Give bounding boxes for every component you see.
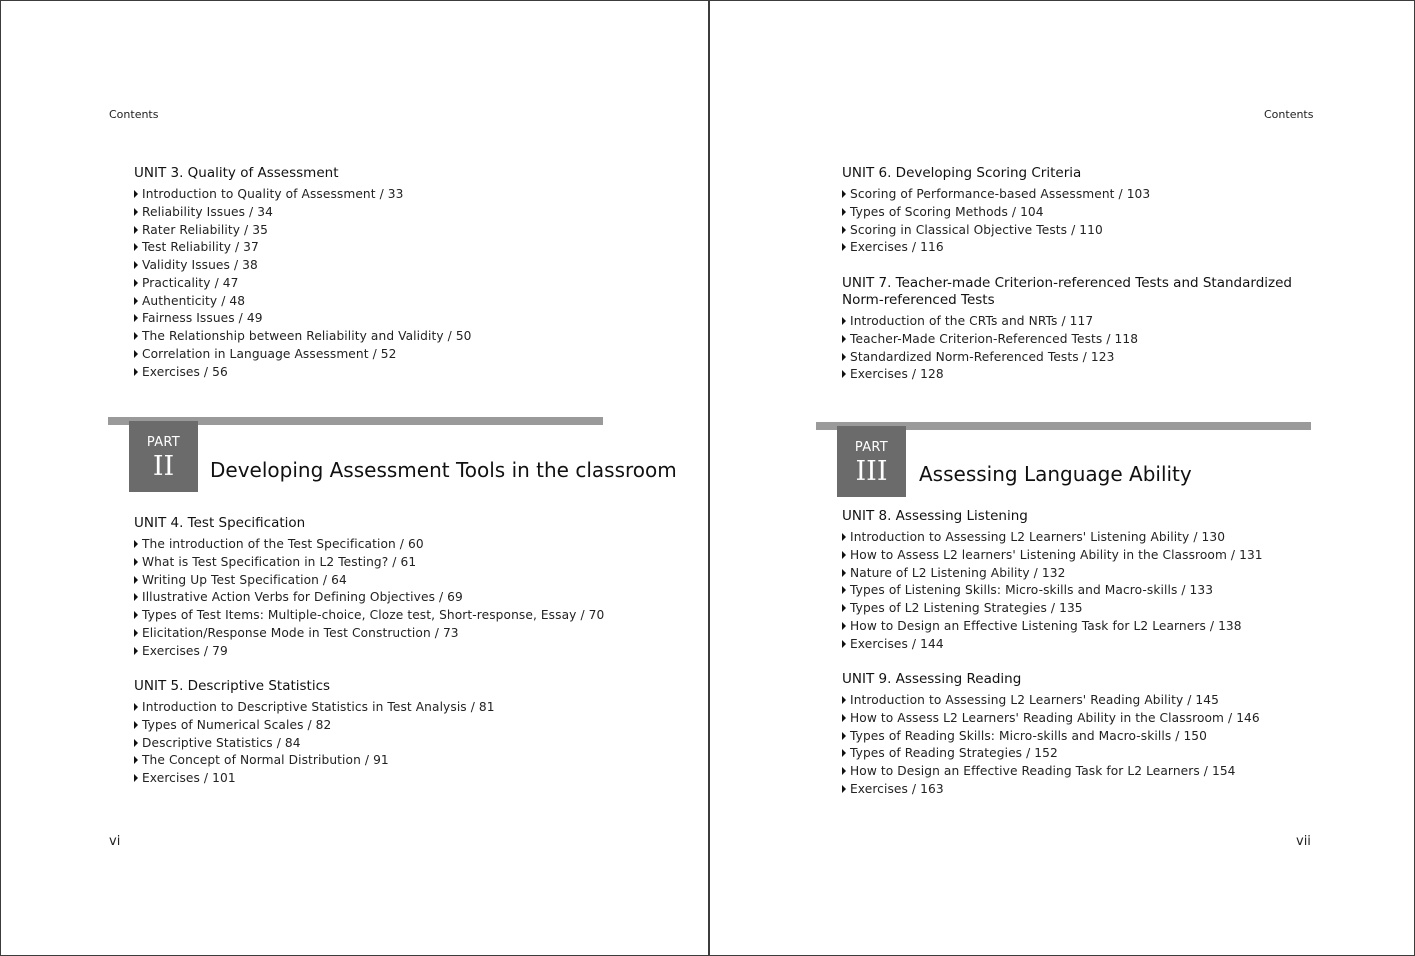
toc-entry-text: Introduction to Descriptive Statistics in Test Analysis / 81 xyxy=(142,700,495,714)
toc-entry xyxy=(842,745,1260,763)
toc-entry-text: Elicitation/Response Mode in Test Construction / 73 xyxy=(142,625,459,640)
toc-entry-text: How to Assess L2 Learners' Reading Ability in the Classroom / 146 xyxy=(850,710,1260,725)
triangle-bullet-icon xyxy=(134,576,138,584)
toc-entry-text: Teacher-Made Criterion-Referenced Tests / 118 xyxy=(850,331,1139,346)
toc-entry-text: Reliability Issues / 34 xyxy=(142,204,273,219)
triangle-bullet-icon xyxy=(134,629,138,637)
triangle-bullet-icon xyxy=(842,370,846,378)
triangle-bullet-icon xyxy=(842,767,846,775)
toc-entry xyxy=(842,222,1150,240)
toc-entry-text: Descriptive Statistics / 84 xyxy=(142,735,301,750)
unit-3-entries xyxy=(134,186,472,381)
triangle-bullet-icon xyxy=(134,593,138,601)
toc-entry-text: Types of L2 Listening Strategies / 135 xyxy=(850,601,1083,615)
toc-entry xyxy=(134,293,472,311)
toc-entry xyxy=(134,643,604,661)
toc-entry xyxy=(842,349,1292,367)
triangle-bullet-icon xyxy=(842,640,846,648)
toc-entry-text: Standardized Norm-Referenced Tests / 123 xyxy=(850,349,1115,364)
toc-entry-text: Types of Test Items: Multiple-choice, Cloze test, Short-response, Essay / 70 xyxy=(142,608,605,622)
triangle-bullet-icon xyxy=(134,774,138,782)
toc-entry-text: Illustrative Action Verbs for Defining Objectives / 69 xyxy=(142,590,463,605)
toc-entry xyxy=(842,547,1263,565)
triangle-bullet-icon xyxy=(134,611,138,619)
unit-3-section xyxy=(134,165,472,381)
triangle-bullet-icon xyxy=(842,569,846,577)
triangle-bullet-icon xyxy=(842,785,846,793)
toc-entry-text: Types of Scoring Methods / 104 xyxy=(850,204,1044,219)
toc-entry xyxy=(134,364,472,382)
unit-title: UNIT 4. Test Specification xyxy=(134,515,306,531)
toc-entry-text: Types of Reading Skills: Micro-skills and Macro-skills / 150 xyxy=(850,728,1208,743)
triangle-bullet-icon xyxy=(134,208,138,216)
triangle-bullet-icon xyxy=(134,540,138,548)
triangle-bullet-icon xyxy=(842,551,846,559)
triangle-bullet-icon xyxy=(842,714,846,722)
unit-8-entries xyxy=(842,529,1263,653)
part-3-title: Assessing Language Ability xyxy=(919,462,1192,486)
toc-entry xyxy=(842,728,1260,746)
unit-7-entries xyxy=(842,313,1292,384)
part-2-title: Developing Assessment Tools in the classroom xyxy=(210,458,677,482)
right-page xyxy=(710,0,1415,956)
running-head: Contents xyxy=(1264,108,1314,121)
unit-title-line-2: Norm-referenced Tests xyxy=(842,292,995,308)
toc-entry xyxy=(134,752,495,770)
triangle-bullet-icon xyxy=(134,647,138,655)
toc-entry xyxy=(842,600,1263,618)
toc-entry-text: Writing Up Test Specification / 64 xyxy=(142,572,347,587)
unit-title xyxy=(842,275,1292,309)
toc-entry-text: Exercises / 116 xyxy=(850,240,944,255)
toc-entry xyxy=(842,565,1263,583)
triangle-bullet-icon xyxy=(842,317,846,325)
toc-entry-text: Introduction to Assessing L2 Learners' Reading Ability / 145 xyxy=(850,693,1219,707)
toc-entry-text: How to Design an Effective Listening Task for L2 Learners / 138 xyxy=(850,618,1242,633)
triangle-bullet-icon xyxy=(134,721,138,729)
unit-6-section xyxy=(842,165,1150,257)
toc-entry-text: Types of Reading Strategies / 152 xyxy=(850,746,1058,761)
toc-entry-text: Exercises / 144 xyxy=(850,636,944,651)
triangle-bullet-icon xyxy=(134,332,138,340)
toc-entry xyxy=(134,699,495,717)
triangle-bullet-icon xyxy=(842,190,846,198)
toc-entry-text: Types of Numerical Scales / 82 xyxy=(142,717,332,732)
page-number: vii xyxy=(1296,834,1311,849)
unit-title: UNIT 9. Assessing Reading xyxy=(842,671,1022,687)
toc-entry xyxy=(842,636,1263,654)
toc-entry-text: Correlation in Language Assessment / 52 xyxy=(142,346,397,361)
part-label: PART xyxy=(146,435,181,450)
unit-4-entries xyxy=(134,536,604,660)
unit-5-entries xyxy=(134,699,495,788)
toc-entry-text: How to Assess L2 learners' Listening Ability in the Classroom / 131 xyxy=(850,547,1263,562)
toc-entry-text: Validity Issues / 38 xyxy=(142,258,258,272)
triangle-bullet-icon xyxy=(134,368,138,376)
toc-entry xyxy=(842,366,1292,384)
unit-5-section xyxy=(134,678,495,788)
toc-entry-text: Exercises / 101 xyxy=(142,771,236,785)
triangle-bullet-icon xyxy=(134,261,138,269)
part-3-badge xyxy=(837,426,906,497)
toc-entry xyxy=(134,536,604,554)
toc-entry xyxy=(842,692,1260,710)
triangle-bullet-icon xyxy=(134,703,138,711)
toc-entry xyxy=(134,572,604,590)
triangle-bullet-icon xyxy=(842,586,846,594)
unit-4-section xyxy=(134,515,604,660)
toc-entry-text: The Relationship between Reliability and Validity / 50 xyxy=(142,329,472,343)
toc-entry-text: Introduction of the CRTs and NRTs / 117 xyxy=(850,314,1094,328)
toc-entry xyxy=(842,186,1150,204)
toc-entry-text: How to Design an Effective Reading Task for L2 Learners / 154 xyxy=(850,764,1236,778)
toc-entry-text: Rater Reliability / 35 xyxy=(142,222,268,237)
toc-entry xyxy=(134,310,472,328)
toc-entry xyxy=(842,204,1150,222)
triangle-bullet-icon xyxy=(842,732,846,740)
triangle-bullet-icon xyxy=(134,226,138,234)
toc-entry xyxy=(842,529,1263,547)
triangle-bullet-icon xyxy=(842,604,846,612)
running-head: Contents xyxy=(109,108,159,121)
unit-title-line-1: UNIT 7. Teacher-made Criterion-referenced Tests and Standardized xyxy=(842,275,1292,291)
toc-entry-text: Test Reliability / 37 xyxy=(142,240,259,255)
part-label: PART xyxy=(854,440,889,455)
toc-entry xyxy=(134,607,604,625)
toc-entry xyxy=(842,618,1263,636)
toc-entry xyxy=(134,275,472,293)
toc-entry-text: Practicality / 47 xyxy=(142,275,239,290)
toc-entry-text: What is Test Specification in L2 Testing? / 61 xyxy=(142,554,417,569)
toc-entry xyxy=(842,582,1263,600)
toc-entry-text: Introduction to Quality of Assessment / 33 xyxy=(142,187,404,201)
toc-entry xyxy=(134,257,472,275)
triangle-bullet-icon xyxy=(134,190,138,198)
unit-title: UNIT 8. Assessing Listening xyxy=(842,508,1028,524)
left-page xyxy=(0,0,706,956)
toc-entry-text: Introduction to Assessing L2 Learners' Listening Ability / 130 xyxy=(850,530,1226,544)
toc-entry xyxy=(134,717,495,735)
toc-entry xyxy=(134,554,604,572)
part-numeral: III xyxy=(855,456,888,487)
toc-entry-text: Exercises / 56 xyxy=(142,364,228,379)
unit-9-section xyxy=(842,671,1260,799)
toc-entry xyxy=(134,770,495,788)
page-number: vi xyxy=(109,834,121,849)
toc-entry xyxy=(134,735,495,753)
toc-entry xyxy=(134,186,472,204)
unit-6-entries xyxy=(842,186,1150,257)
toc-entry-text: Fairness Issues / 49 xyxy=(142,311,263,326)
triangle-bullet-icon xyxy=(842,696,846,704)
toc-entry xyxy=(842,763,1260,781)
unit-7-section xyxy=(842,275,1292,384)
toc-entry xyxy=(134,239,472,257)
triangle-bullet-icon xyxy=(842,208,846,216)
toc-entry-text: Types of Listening Skills: Micro-skills and Macro-skills / 133 xyxy=(850,583,1214,598)
triangle-bullet-icon xyxy=(842,622,846,630)
triangle-bullet-icon xyxy=(134,350,138,358)
triangle-bullet-icon xyxy=(134,314,138,322)
toc-entry xyxy=(842,313,1292,331)
triangle-bullet-icon xyxy=(134,279,138,287)
toc-entry-text: The Concept of Normal Distribution / 91 xyxy=(142,753,389,768)
toc-entry xyxy=(134,589,604,607)
toc-entry-text: Exercises / 128 xyxy=(850,367,944,382)
toc-entry-text: Scoring of Performance-based Assessment / 103 xyxy=(850,187,1151,201)
toc-entry-text: Scoring in Classical Objective Tests / 110 xyxy=(850,222,1103,237)
unit-title: UNIT 3. Quality of Assessment xyxy=(134,165,339,181)
toc-entry xyxy=(134,328,472,346)
toc-entry xyxy=(134,222,472,240)
triangle-bullet-icon xyxy=(134,756,138,764)
unit-title: UNIT 6. Developing Scoring Criteria xyxy=(842,165,1082,181)
toc-entry xyxy=(842,781,1260,799)
toc-entry xyxy=(134,204,472,222)
toc-entry xyxy=(134,346,472,364)
part-numeral: II xyxy=(152,451,175,482)
toc-entry-text: The introduction of the Test Specification / 60 xyxy=(142,537,424,551)
triangle-bullet-icon xyxy=(134,739,138,747)
part-2-badge xyxy=(129,421,198,492)
toc-entry-text: Exercises / 163 xyxy=(850,781,944,796)
triangle-bullet-icon xyxy=(842,335,846,343)
unit-title: UNIT 5. Descriptive Statistics xyxy=(134,678,331,694)
unit-9-entries xyxy=(842,692,1260,799)
toc-entry-text: Authenticity / 48 xyxy=(142,293,246,308)
triangle-bullet-icon xyxy=(134,243,138,251)
triangle-bullet-icon xyxy=(842,226,846,234)
triangle-bullet-icon xyxy=(842,353,846,361)
triangle-bullet-icon xyxy=(842,533,846,541)
triangle-bullet-icon xyxy=(842,243,846,251)
toc-entry-text: Nature of L2 Listening Ability / 132 xyxy=(850,565,1066,580)
triangle-bullet-icon xyxy=(842,749,846,757)
toc-entry-text: Exercises / 79 xyxy=(142,643,228,658)
toc-entry xyxy=(842,331,1292,349)
triangle-bullet-icon xyxy=(134,558,138,566)
toc-entry xyxy=(842,710,1260,728)
triangle-bullet-icon xyxy=(134,297,138,305)
unit-8-section xyxy=(842,508,1263,653)
toc-entry xyxy=(842,239,1150,257)
toc-entry xyxy=(134,625,604,643)
